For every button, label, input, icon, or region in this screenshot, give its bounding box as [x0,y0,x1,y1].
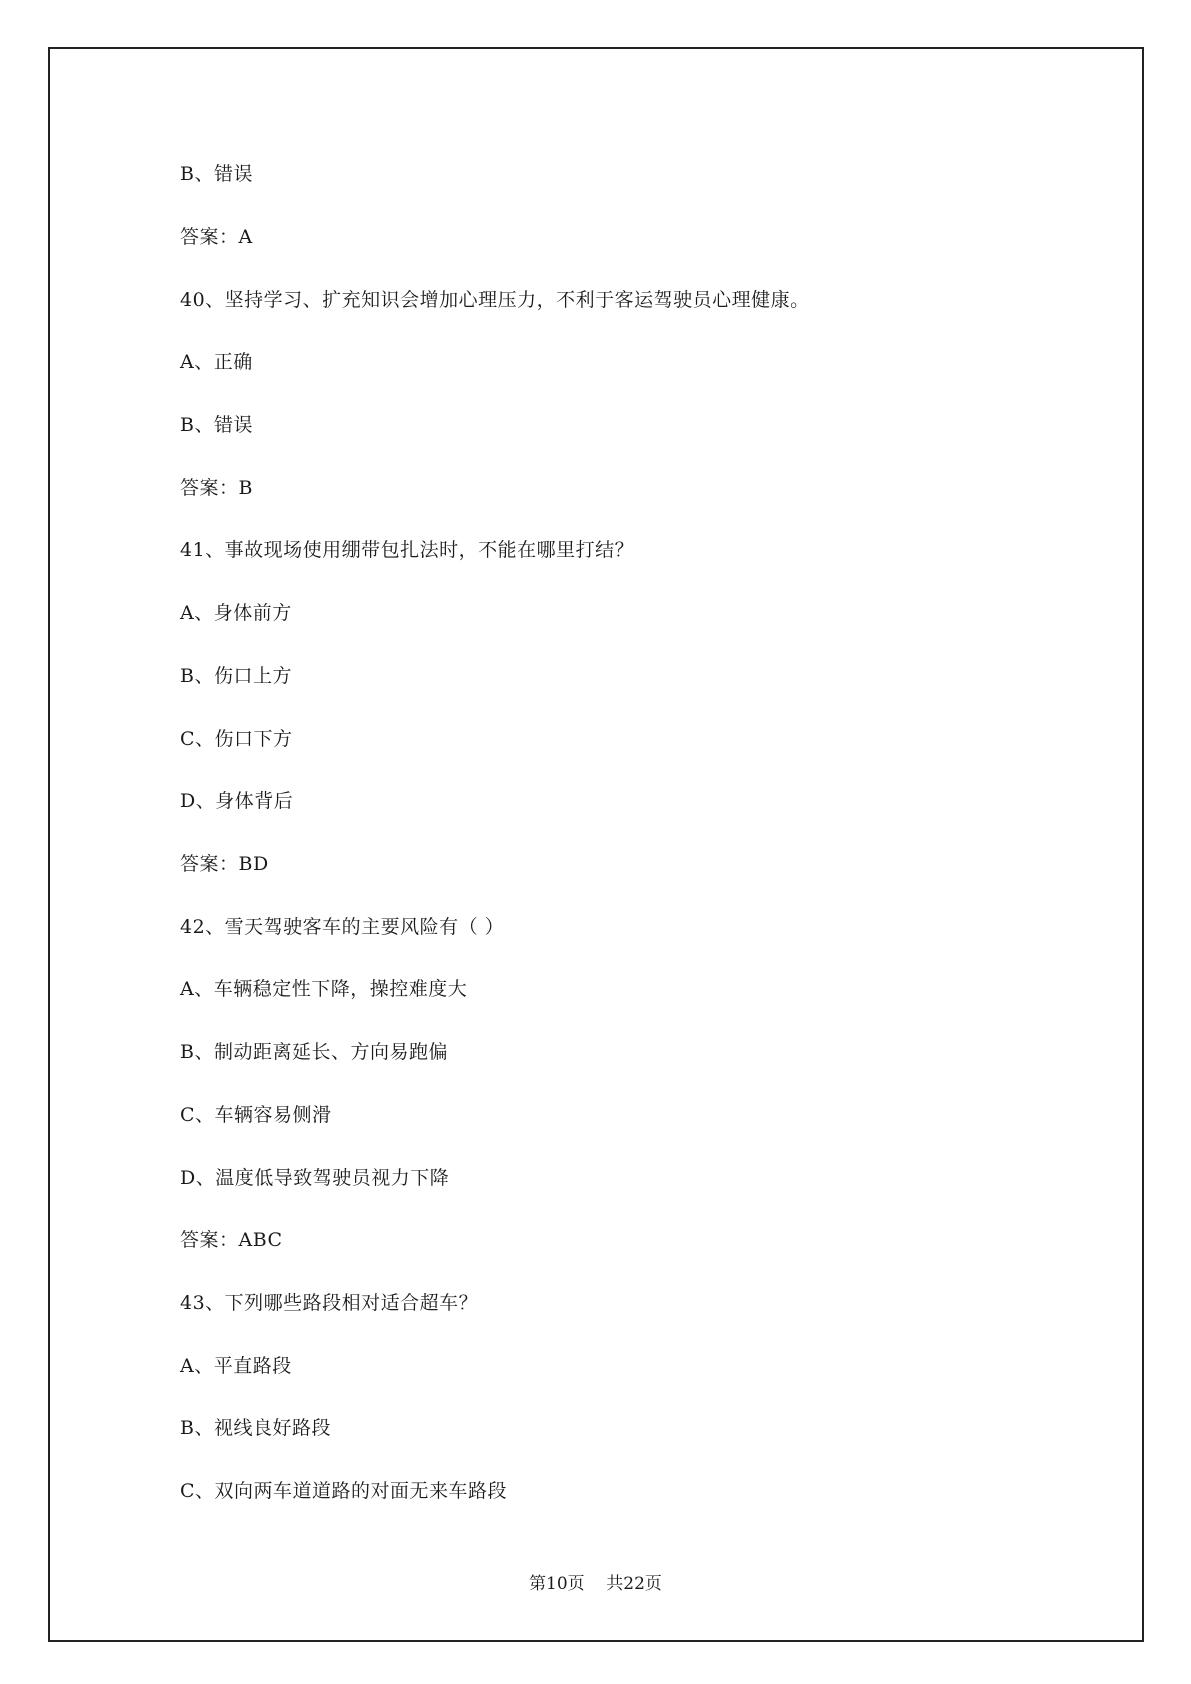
answer-line: 答案：BD [180,853,269,875]
option-c: C、双向两车道道路的对面无来车路段 [180,1480,508,1502]
option-c: C、车辆容易侧滑 [180,1104,332,1126]
option-b: B、视线良好路段 [180,1417,331,1439]
option-a: A、车辆稳定性下降，操控难度大 [180,978,468,1000]
option-a: A、正确 [180,351,253,373]
question-41: 41、事故现场使用绷带包扎法时，不能在哪里打结？ [180,539,635,561]
option-a: A、平直路段 [180,1355,292,1377]
answer-line: 答案：B [180,477,253,499]
option-a: A、身体前方 [180,602,292,624]
option-c: C、伤口下方 [180,728,293,750]
answer-line: 答案：A [180,226,253,248]
question-42: 42、雪天驾驶客车的主要风险有（ ） [180,916,505,938]
option-d: D、身体背后 [180,790,294,812]
question-40: 40、坚持学习、扩充知识会增加心理压力，不利于客运驾驶员心理健康。 [180,289,810,311]
option-b: B、错误 [180,163,253,185]
option-b: B、伤口上方 [180,665,292,687]
answer-line: 答案：ABC [180,1229,283,1251]
option-d: D、温度低导致驾驶员视力下降 [180,1167,450,1189]
option-b: B、错误 [180,414,253,436]
option-b: B、制动距离延长、方向易跑偏 [180,1041,448,1063]
question-43: 43、下列哪些路段相对适合超车？ [180,1292,479,1314]
page-number-footer: 第10页 共22页 [529,1574,662,1594]
page-border [48,47,1144,1642]
